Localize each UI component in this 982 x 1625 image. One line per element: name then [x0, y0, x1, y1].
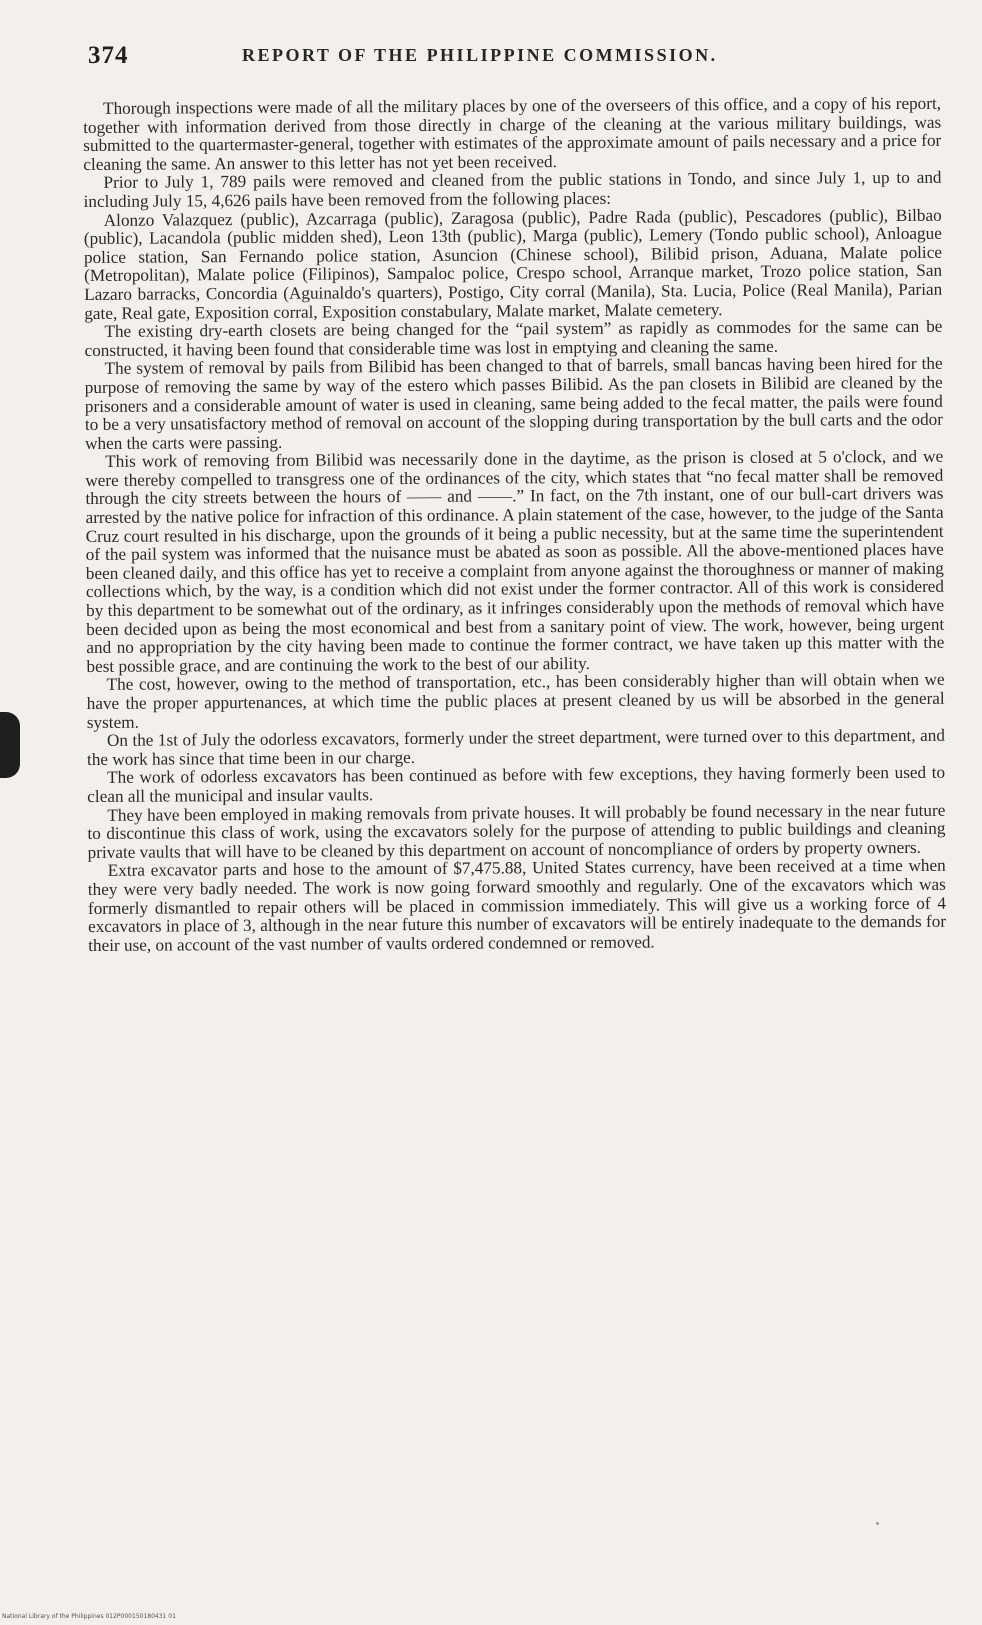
paragraph-military-inspections: Thorough inspections were made of all the military places by one of the overseers of this office, and a copy of his report, together with information derived from those directly in charge of the cleaning at the various military buildings, was submitted to the quartermaster-general, together with estimates of the approximate amount of pails necessary and a price for cleaning the same. An answer to this letter has not yet been received.	[83, 93, 942, 174]
archive-stamp: National Library of the Philippines 012P000150180431 01	[2, 1613, 176, 1620]
body-text	[83, 95, 946, 956]
paragraph-places-list: Alonzo Valazquez (public), Azcarraga (public), Zaragosa (public), Padre Rada (public), Pescadores (public), Bilbao (public), Lacandola (public midden shed), Leon 13th (public), Marga (public), Lemery (Tondo public school), Anloague police station, San Fernando police station, Asuncion (Chinese school), Bilibid prison, Aduana, Malate police (Metropolitan), Malate police (Filipinos), Sampaloc police, Crespo school, Arranque market, Trozo police station, San Lazaro barracks, Concordia (Aguinaldo's quarters), Postigo, City corral (Manila), Sta. Lucia, Police (Real Manila), Parian gate, Real gate, Exposition corral, Exposition constabulary, Malate market, Malate cemetery.	[83, 205, 943, 323]
paragraph-daytime-removal: This work of removing from Bilibid was necessarily done in the daytime, as the prison is closed at 5 o'clock, and we were thereby compelled to transgress one of the ordinances of the city, which states that “no fecal matter shall be removed through the city streets between the hours of —— and ——.” In fact, on the 7th instant, one of our bull-cart drivers was arrested by the native police for infraction of this ordinance. A plain statement of the case, however, to the judge of the Santa Cruz court resulted in his discharge, upon the grounds of it being a public necessity, but at the same time the superintendent of the pail system was informed that the nuisance must be abated as soon as possible. All the above-mentioned places have been cleaned daily, and this office has yet to receive a complaint from anyone against the thoroughness or manner of making collections which, by the way, is a condition which did not exist under the former contractor. All of this work is considered by this department to be somewhat out of the ordinary, as it infringes considerably upon the methods of removal which have been decided upon as being the most economical and best from a sanitary point of view. The work, however, being urgent and no appropriation by the city having been made to continue the former contract, we have taken up this matter with the best possible grace, and are continuing the work to the best of our ability.	[85, 447, 945, 676]
page-number: 374	[88, 42, 129, 69]
paper-speck	[876, 1522, 879, 1525]
margin-ink-blot	[0, 712, 20, 778]
paragraph-cost: The cost, however, owing to the method of transportation, etc., has been considerably higher than will obtain when we have the proper appurtenances, at which time the public places at present cleaned by us will be absorbed in the general system.	[86, 670, 945, 732]
running-head: REPORT OF THE PHILIPPINE COMMISSION.	[242, 45, 718, 65]
paragraph-excavators-continued: The work of odorless excavators has been continued as before with few exceptions, they having formerly been used to clean all the municipal and insular vaults.	[87, 763, 946, 806]
paragraph-odorless-excavators: On the 1st of July the odorless excavators, formerly under the street department, were turned over to this department, and the work has since that time been in our charge.	[86, 725, 945, 769]
paragraph-bilibid-barrels: The system of removal by pails from Bilibid has been changed to that of barrels, small bancas having been hired for the purpose of removing the same by way of the estero which passes Bilibid. As the pan closets in Bilibid are cleaned by the prisoners and a considerable amount of water is used in cleaning, same being added to the fecal matter, the pails were found to be a very unsatisfactory method of removal on account of the slopping during transportation by the bull carts and the odor when the carts were passing.	[84, 354, 944, 453]
paragraph-private-houses: They have been employed in making removals from private houses. It will probably be found necessary in the near future to discontinue this class of work, using the excavators solely for the purpose of attending to public buildings and cleaning private vaults that will have to be cleaned by this department on account of noncompliance of orders by property owners.	[87, 800, 946, 862]
paragraph-dry-earth-closets: The existing dry-earth closets are being changed for the “pail system” as rapidly as commodes for the same can be constructed, it having been found that considerable time was lost in emptying and cleaning the same.	[84, 316, 943, 360]
page-header	[88, 42, 938, 78]
paragraph-pails-removed: Prior to July 1, 789 pails were removed and cleaned from the public stations in Tondo, and since July 1, up to and including July 15, 4,626 pails have been removed from the following places:	[83, 168, 942, 211]
paragraph-extra-parts: Extra excavator parts and hose to the amount of $7,475.88, United States currency, have been received at a time when they were very badly needed. The work is now going forward smoothly and regularly. One of the excavators which was formerly dismantled to repair others will be placed in commission immediately. This will give us a working force of 4 excavators in place of 3, although in the near future this number of excavators will be entirely inadequate to the demands for their use, on account of the vast number of vaults ordered condemned or removed.	[87, 856, 947, 955]
